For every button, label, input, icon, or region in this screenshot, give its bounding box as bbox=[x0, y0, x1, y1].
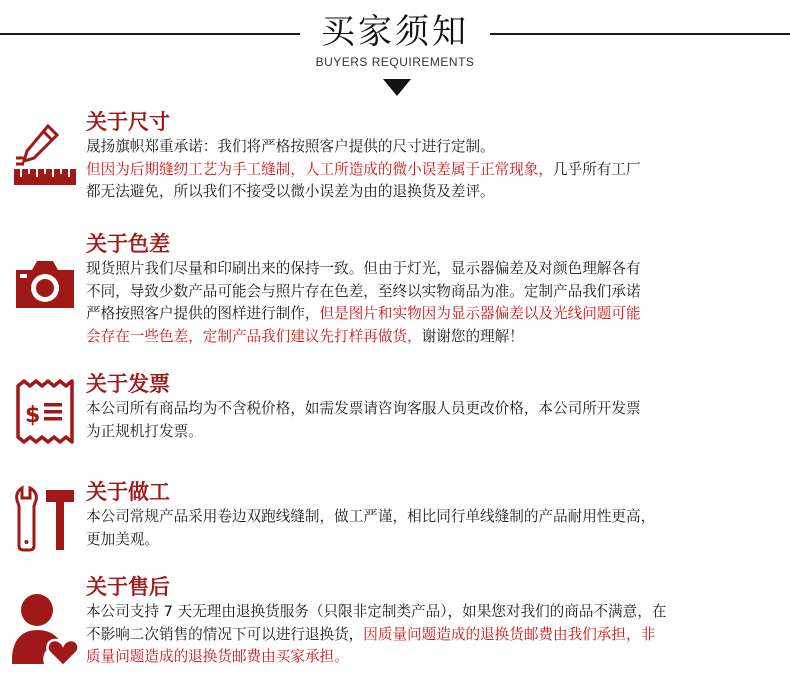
text-run: 不同，导致少数产品可能会与照片存在色差，至终以实物商品为准。定制产品我们承诺 bbox=[86, 282, 641, 300]
text-line bbox=[86, 159, 776, 182]
highlight-run: 质量问题造成的退换货邮费由买家承担。 bbox=[86, 648, 349, 665]
text-line bbox=[86, 646, 776, 669]
section-heading: 关于发票 bbox=[86, 372, 170, 396]
highlight-run: 但是图片和实物因为显示器偏差以及光线问题可能 bbox=[319, 305, 641, 322]
text-run: 几乎所有工厂 bbox=[553, 160, 641, 178]
page-subtitle: BUYERS REQUIREMENTS bbox=[315, 55, 475, 69]
invoice-icon bbox=[12, 378, 78, 446]
section-heading: 关于做工 bbox=[86, 480, 170, 504]
down-arrow-icon bbox=[383, 79, 411, 96]
text-line bbox=[86, 181, 776, 204]
text-run: 本公司常规产品采用卷边双跑线缝制，做工严谨，相比同行单线缝制的产品耐用性更高， bbox=[86, 508, 656, 525]
section-body bbox=[86, 398, 776, 443]
text-line bbox=[86, 398, 776, 421]
text-run: 严格按照客户提供的图样进行制作， bbox=[86, 305, 320, 322]
ruler-pencil-icon bbox=[12, 120, 78, 190]
section-body bbox=[86, 506, 776, 551]
text-line bbox=[86, 326, 776, 349]
text-run: 都无法避免，所以我们不接受以微小误差为由的退换货及差评。 bbox=[86, 183, 495, 200]
wrench-hammer-icon bbox=[12, 484, 78, 552]
person-heart-icon bbox=[10, 592, 80, 668]
section-body bbox=[86, 601, 776, 669]
section-body bbox=[86, 258, 776, 348]
text-line bbox=[86, 136, 776, 159]
text-run: 谢谢您的理解！ bbox=[421, 327, 524, 345]
text-line bbox=[86, 281, 776, 304]
text-run: 晟扬旗帜郑重承诺：我们将严格按照客户提供的尺寸进行定制。 bbox=[86, 138, 495, 155]
text-run: 本公司所有商品均为不含税价格，如需发票请咨询客服人员更改价格，本公司所开发票 bbox=[86, 400, 641, 417]
text-run: 现货照片我们尽量和印刷出来的保持一致。但由于灯光，显示器偏差及对颜色理解各有 bbox=[86, 260, 641, 277]
highlight-run: 但因为后期缝纫工艺为手工缝制，人工所造成的微小误差属于正常现象， bbox=[86, 160, 554, 178]
svg-text:$: $ bbox=[25, 403, 41, 428]
page-title: 买家须知 bbox=[321, 12, 469, 52]
highlight-run: 因质量问题造成的退换货邮费由我们承担，非 bbox=[363, 625, 656, 643]
text-run: 更加美观。 bbox=[86, 530, 159, 548]
text-run: 本公司支持 7 天无理由退换货服务（只限非定制类产品），如果您对我们的商品不满意，在 bbox=[86, 603, 667, 620]
highlight-run: 会存在一些色差，定制产品我们建议先打样再做货， bbox=[86, 327, 422, 345]
camera-icon bbox=[12, 258, 78, 312]
text-line bbox=[86, 601, 776, 624]
section-heading: 关于尺寸 bbox=[86, 110, 170, 134]
text-line bbox=[86, 624, 776, 647]
text-line bbox=[86, 506, 776, 529]
text-line bbox=[86, 258, 776, 281]
section-heading: 关于色差 bbox=[86, 232, 170, 256]
text-line bbox=[86, 529, 776, 552]
text-line bbox=[86, 421, 776, 444]
text-line bbox=[86, 303, 776, 326]
section-heading: 关于售后 bbox=[86, 575, 170, 599]
section-body bbox=[86, 136, 776, 204]
text-run: 为正规机打发票。 bbox=[86, 422, 203, 440]
text-run: 不影响二次销售的情况下可以进行退换货， bbox=[86, 625, 364, 643]
